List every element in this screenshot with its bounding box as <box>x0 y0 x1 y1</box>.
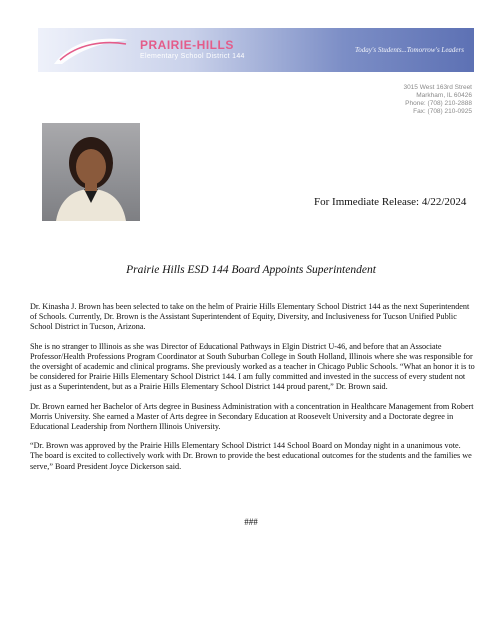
address-street: 3015 West 163rd Street <box>403 84 472 91</box>
letterhead-banner <box>38 28 474 72</box>
superintendent-portrait <box>42 123 140 221</box>
press-release-body <box>30 302 475 481</box>
address-fax: Fax: (708) 210-0925 <box>413 108 472 115</box>
body-paragraph: “Dr. Brown was approved by the Prairie Hills Elementary School District 144 School Board on Monday night in a unanimous vote. The board is excited to collectively work with Dr. Brown to provide the best educational outcomes for the students and the families we serve,” Board President Joyce Dickerson said. <box>30 441 472 471</box>
portrait-illustration <box>42 123 140 221</box>
brand-subtitle: Elementary School District 144 <box>140 53 245 60</box>
release-date: For Immediate Release: 4/22/2024 <box>314 196 467 208</box>
address-city: Markham, IL 60426 <box>416 92 472 99</box>
address-phone: Phone: (708) 210-2888 <box>405 100 472 107</box>
end-of-release-mark: ### <box>244 517 258 527</box>
district-logo-swoosh <box>50 30 130 70</box>
press-release-headline: Prairie Hills ESD 144 Board Appoints Superintendent <box>126 264 376 276</box>
brand-name: PRAIRIE-HILLS <box>140 38 234 52</box>
body-paragraph: Dr. Brown earned her Bachelor of Arts degree in Business Administration with a concentration in Healthcare Management from Robert Morris University. She earned a Master of Arts degree in Secondary Education at Roosevelt University and a Doctorate degree in Educational Leadership from Northern Illinois University. <box>30 401 474 432</box>
body-paragraph: Dr. Kinasha J. Brown has been selected to take on the helm of Prairie Hills Elementary School District 144 as the next Superintendent of Schools. Currently, Dr. Brown is the Assistant Superintendent of Equity, Diversity, and Inclusiveness for Tucson Unified Public School District in Tucson, Arizona. <box>30 302 470 332</box>
brand-tagline: Today's Students...Tomorrow's Leaders <box>355 46 464 54</box>
district-address <box>403 84 472 116</box>
body-paragraph: She is no stranger to Illinois as she was Director of Educational Pathways in Elgin District U-46, and before that an Associate Professor/Health Professions Program Coordinator at South Suburban College in South Holland, Illinois where she was responsible for the oversight of academic and clinical programs. She previously worked as a teacher in Chicago Public Schools. “What an honor it is to be considered for Prairie Hills Elementary School District 144. I am fully committed and invested in the success of every student not just as a Superintendent, but as a Prairie Hills Elementary School District 144 proud parent,” Dr. Brown said. <box>30 341 475 392</box>
